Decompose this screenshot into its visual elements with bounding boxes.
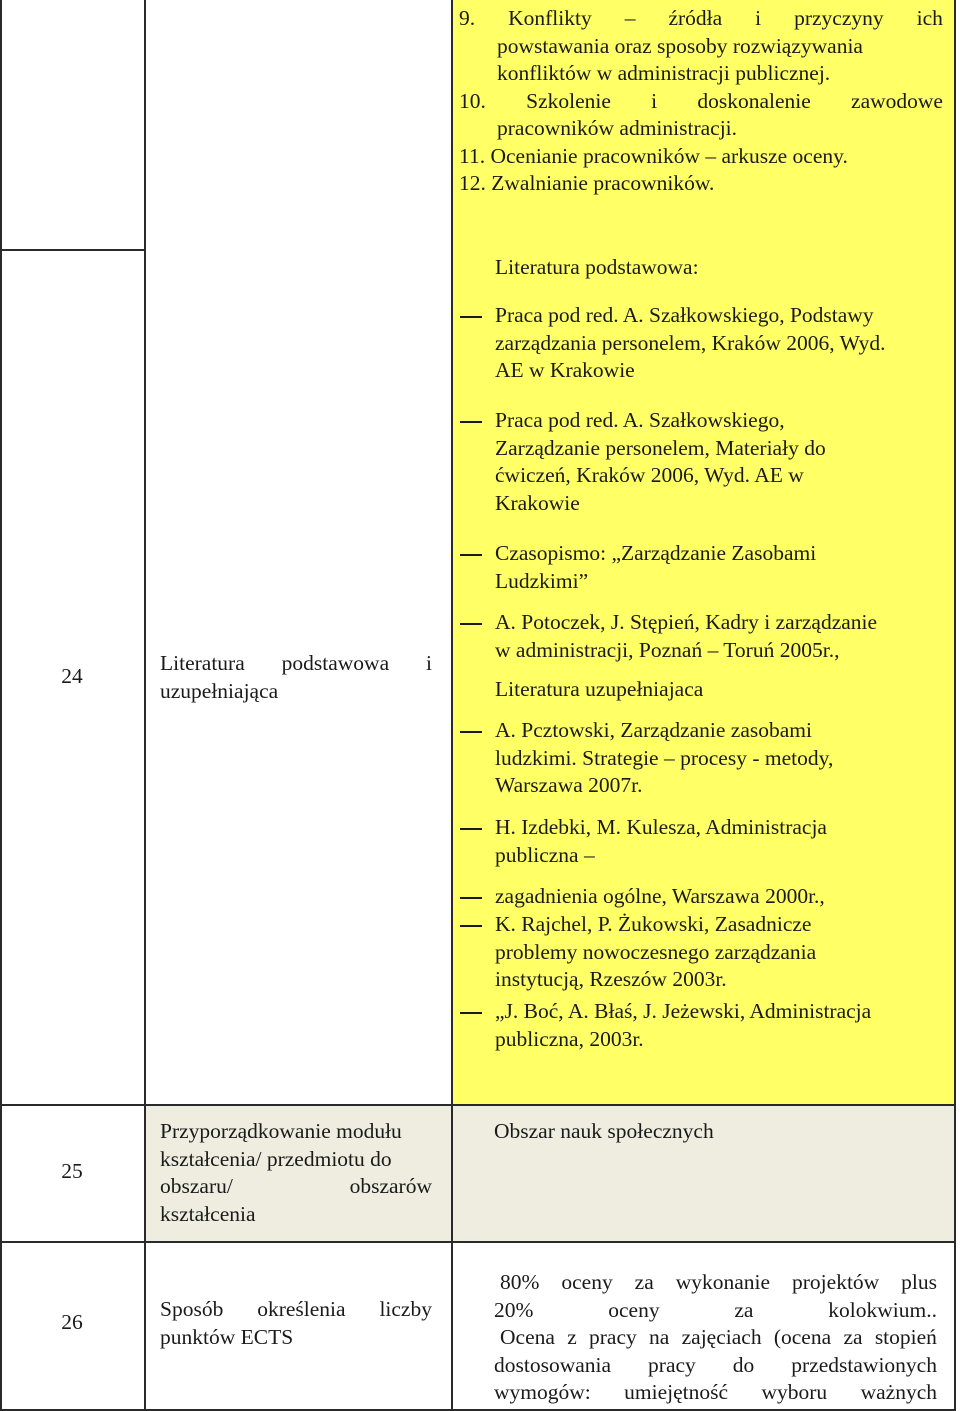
heading-supplementary-literature: Literatura uzupełniajaca <box>495 677 704 701</box>
table-border-col1 <box>144 0 146 1411</box>
bibliography-entry: „J. Boć, A. Błaś, J. Jeżewski, Administracja publiczna, 2003r. <box>495 999 872 1051</box>
row26-value: 80% oceny za wykonanie projektów plus 20% oceny za kolokwium.. Ocena z pracy na zajęciach (ocena za stopień dostosowania pracy do przedstawionych wymogów: umiejętność wyboru ważnych <box>494 1270 937 1404</box>
list-item: 12. Zwalnianie pracowników. <box>459 171 715 195</box>
list-item: 11. Ocenianie pracowników – arkusze oceny. <box>459 143 848 168</box>
bibliography-entry: Praca pod red. A. Szałkowskiego, Zarządzanie personelem, Materiały do ćwiczeń, Kraków 2006, Wyd. AE w Krakowie <box>495 408 826 515</box>
dash-bullet <box>460 421 482 423</box>
dash-bullet <box>460 828 482 830</box>
dash-bullet <box>460 1012 482 1014</box>
table-border-right <box>954 0 956 1411</box>
list-item: 9. Konflikty – źródła i przyczyny ich powstawania oraz sposoby rozwiązywania konfliktów w administracji publicznej. <box>459 6 943 85</box>
row26-label: Sposób określenia liczby punktów ECTS <box>160 1297 432 1349</box>
dash-bullet <box>460 731 482 733</box>
row25-label: Przyporządkowanie modułu kształcenia/ przedmiotu do obszaru/ obszarów kształcenia <box>160 1119 432 1226</box>
dash-bullet <box>460 897 482 899</box>
topics-list <box>459 5 943 198</box>
row-border-23-24 <box>0 249 144 251</box>
table-border-left <box>0 0 2 1411</box>
table-border-col2 <box>451 0 453 1411</box>
row-number-26: 26 <box>61 1310 83 1334</box>
bibliography-entry: K. Rajchel, P. Żukowski, Zasadnicze problemy nowoczesnego zarządzania instytucją, Rzeszów 2003r. <box>495 912 817 991</box>
dash-bullet <box>460 925 482 927</box>
row-number-24: 24 <box>61 664 83 688</box>
list-item: 10. Szkolenie i doskonalenie zawodowe pracowników administracji. <box>459 88 943 140</box>
bibliography-entry: H. Izdebki, M. Kulesza, Administracja publiczna – <box>495 815 827 867</box>
bibliography-entry: zagadnienia ogólne, Warszawa 2000r., <box>495 884 825 908</box>
list-item-first-line: 9. Konflikty – źródła i przyczyny ich <box>459 6 943 30</box>
dash-bullet <box>460 623 482 625</box>
heading-basic-literature: Literatura podstawowa: <box>495 255 699 279</box>
row-border-25-26 <box>0 1241 956 1243</box>
row-border-24-25 <box>0 1104 956 1106</box>
list-item-first-line: 10. Szkolenie i doskonalenie zawodowe <box>459 88 943 113</box>
dash-bullet <box>460 316 482 318</box>
bibliography-entry: Czasopismo: „Zarządzanie Zasobami Ludzkimi” <box>495 541 817 593</box>
bibliography-entry: Praca pod red. A. Szałkowskiego, Podstawy zarządzania personelem, Kraków 2006, Wyd. AE w Krakowie <box>495 303 886 382</box>
row-number-25: 25 <box>61 1159 83 1183</box>
row25-value: Obszar nauk społecznych <box>494 1119 714 1143</box>
row24-label: Literatura podstawowa i uzupełniająca <box>160 651 432 703</box>
bibliography-entry: A. Potoczek, J. Stępień, Kadry i zarządzanie w administracji, Poznań – Toruń 2005r., <box>495 610 878 662</box>
bibliography-entry: A. Pcztowski, Zarządzanie zasobami ludzkimi. Strategie – procesy - metody, Warszawa 2007r. <box>495 718 834 797</box>
dash-bullet <box>460 554 482 556</box>
